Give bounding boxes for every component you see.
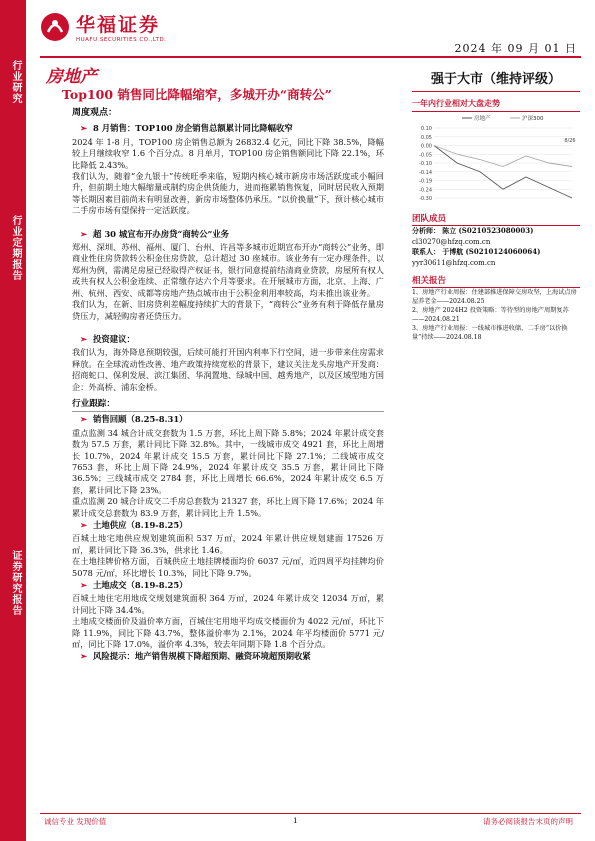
contact-role: 联系人：	[412, 247, 440, 256]
y-tick-label: -0.30	[419, 196, 432, 202]
logo-name-cn: 华福证券	[76, 14, 161, 36]
analyst-info	[412, 226, 580, 237]
paragraph: 百城土地住宅用地成交规划建筑面积 364 万㎡，2024 年累计成交 12034 万㎡，累计同比下降 34.4%。	[72, 593, 384, 615]
paragraph: 我们认为，随着“金九银十”传统旺季来临，短期内核心城市新房市场活跃度或小幅回升，但前期土地大幅缩量或制约房企供货能力，进而拖累销售恢复，同时居民收入预期等长期因素目前尚未有明显改善，新房市场整体仍承压。“以价换量”下，预计核心城市二手房市场有望保持一定活跃度。	[72, 171, 384, 216]
risk-warning	[72, 651, 384, 662]
arrow-icon: ➢	[80, 333, 88, 344]
paragraph: 我们认为，在新、旧房贷利差幅度持续扩大的背景下，“商转公”业务有利于降低存量房贷压力，减轻购房者还贷压力。	[72, 299, 384, 321]
right-column	[412, 60, 580, 342]
footer-divider	[40, 813, 581, 814]
y-tick-label: -0.19	[419, 178, 432, 185]
section-heading: 投资建议：	[93, 333, 135, 344]
legend-label: 房地产	[474, 116, 491, 122]
tracking-sales-review	[72, 414, 384, 519]
logo-mark-icon	[40, 12, 70, 42]
report-date: 2024 年 09 月 01 日	[454, 42, 577, 55]
section-loan-transfer	[72, 229, 384, 322]
y-tick-label: -0.05	[419, 152, 432, 159]
report-title: Top100 销售同比降幅缩窄，多城开办“商转公”	[62, 87, 332, 102]
analyst-name: 陈立	[442, 226, 457, 235]
related-report-item[interactable]: 1、房地产行业周报：住建部推进保障交房攻坚，上海试点房屋养老金——2024.08.25	[412, 289, 577, 305]
sidebar-label-periodic-report: 行业定期报告	[10, 215, 21, 281]
footer-disclaimer: 请务必阅读报告末页的声明	[483, 817, 573, 826]
analyst-role: 分析师：	[412, 226, 440, 235]
section-heading: 超 30 城宣布开办房贷“商转公”业务	[93, 228, 230, 239]
tracking-land-transaction	[72, 580, 384, 650]
team-heading: 团队成员	[412, 212, 580, 226]
logo-name-en: HUAFU SECURITIES CO.,LTD.	[76, 37, 167, 43]
section-heading: 土地供应（8.19-8.25）	[93, 520, 188, 530]
tracking-land-supply	[72, 520, 384, 579]
industry-name: 房地产	[46, 67, 97, 87]
related-report-item[interactable]: 3、房地产行业周报：一线城市推进收储，二手房“以价换量”持续——2024.08.18	[412, 325, 568, 341]
company-logo	[40, 10, 166, 43]
arrow-icon: ➢	[80, 520, 88, 530]
paragraph: 郑州、深圳、苏州、福州、厦门、台州、许昌等多城市近期宣布开办“商转公”业务，即商业性住房贷款转公积金住房贷款，总计超过 30 座城市。该业务有一定办理条件，以郑州为例，需满足房屋已经取得产权证书，银行同意提前结清商业贷款，房屋所有权人或共有权人公积金连续、正常缴存达六个月等要求。在开展城市方面，北京、上海、广州、杭州、西安、成都等房地产热点城市由于公积金利用率较高，均未推出该业务。	[72, 242, 384, 298]
industry-rating: 强于大市（维持评级）	[412, 64, 580, 92]
paragraph: 百城土地宅地供应规划建筑面积 537 万㎡，2024 年累计供应规划建面 17526 万㎡，累计同比下降 36.3%，供求比 1.46。	[72, 533, 384, 555]
section-sales	[72, 123, 384, 216]
contact-cert: (S0210124060064)	[465, 247, 541, 256]
section-heading: 8 月销售：TOP100 房企销售总额累计同比降幅收窄	[93, 123, 293, 134]
header-divider	[40, 56, 581, 58]
sidebar	[0, 0, 26, 841]
paragraph: 重点监测 34 城合计成交套数为 1.5 万套，环比上周下降 5.8%；2024 年累计成交套数为 57.5 万套，累计同比下降 32.8%。其中，一线城市成交 4921 套，环比上周增长 10.7%，2024 年累计成交 15.5 万套，累计同比下降 27.1%；二线城市成交 7653 套，环比上周下降 24.9%，2024 年累计成交 35.5 万套，累计同比下降 36.5%；三线城市成交 2784 套，环比上周增长 66.6%，2024 年累计成交 6.5 万套，累计同比下降 23%。	[72, 427, 384, 495]
paragraph: 土地成交楼面价及溢价率方面，百城住宅用地平均成交楼面价为 4022 元/㎡，环比下降 11.9%，同比下降 43.7%，整体溢价率为 2.1%，2024 年平均楼面价 5771 元/㎡，同比下降 17.0%，溢价率 4.3%，较去年同期下降 1.8 个百分点。	[72, 616, 384, 650]
paragraph: 2024 年 1-8 月，TOP100 房企销售总额为 26832.4 亿元，同比下降 38.5%，降幅较上月继续收窄 1.6 个百分点。8 月单月，TOP100 房企销售额同比下降 22.1%，环比降低 2.43%。	[72, 136, 384, 170]
arrow-icon: ➢	[80, 123, 88, 134]
related-reports-heading: 相关报告	[412, 274, 580, 288]
contact-info	[412, 247, 580, 258]
x-tick-label: 8/26	[564, 138, 576, 144]
arrow-icon: ➢	[80, 580, 88, 591]
sidebar-label-securities-report: 证券研究报告	[10, 550, 21, 616]
chart-title: 一年内行业相对大盘走势	[412, 98, 580, 112]
arrow-icon: ➢	[80, 228, 88, 239]
contact-name: 于博航	[442, 247, 464, 256]
series-line-1	[434, 146, 572, 167]
y-tick-label: -0.24	[419, 187, 432, 194]
main-content	[72, 108, 384, 665]
tracking-heading: 行业跟踪：	[72, 399, 384, 412]
section-heading: 销售回顾（8.25-8.31）	[93, 414, 188, 425]
section-heading: 风险提示：地产销售规模下降超预期、融资环境超预期收紧	[93, 651, 311, 662]
paragraph: 我们认为，海外降息预期较强，后续可能打开国内利率下行空间，进一步带来住房需求释放。在全球流动性改善、地产政策持续宽松的背景下，建议关注龙头房地产开发商：招商蛇口、保利发展、滨江集团、华润置地、绿城中国、越秀地产，以及区域型地方国企：外高桥、浦东金桥。	[72, 347, 384, 392]
y-tick-label: -0.10	[419, 161, 432, 167]
footer-slogan: 诚信专业 发现价值	[44, 817, 107, 826]
contact-email[interactable]: yyr30611@hfzq.com.cn	[412, 258, 496, 267]
section-heading: 土地成交（8.19-8.25）	[93, 580, 188, 591]
y-tick-label: 0.00	[420, 143, 432, 150]
y-tick-label: -0.14	[419, 169, 432, 176]
analyst-cert: (S0210523080003)	[458, 226, 534, 235]
y-tick-label: 0.05	[420, 134, 432, 141]
arrow-icon: ➢	[80, 651, 88, 662]
legend-label: 沪深300	[522, 116, 544, 122]
relative-performance-chart	[412, 112, 580, 204]
analyst-email[interactable]: cl30270@hfzq.com.cn	[412, 237, 491, 246]
related-report-item[interactable]: 2、房地产 2024H2 投资策略：等待型的房地产周期复苏——2024.08.21	[412, 307, 569, 323]
sidebar-label-industry-research: 行业研究	[10, 60, 21, 104]
section-investment-advice	[72, 334, 384, 393]
paragraph: 在土地挂牌价格方面，百城供应土地挂牌楼面均价 6037 元/㎡，近四周平均挂牌均价 5078 元/㎡，环比增长 10.3%，同比下降 9.7%。	[72, 556, 384, 578]
paragraph: 重点监测 20 城合计成交二手房总套数为 21327 套，环比上周下降 17.6%；2024 年累计成交总套数为 83.9 万套，累计同比上升 1.5%。	[72, 496, 384, 518]
page-number: 1	[293, 816, 298, 825]
arrow-icon: ➢	[80, 414, 88, 425]
y-tick-label: 0.10	[420, 126, 432, 132]
week-view-heading: 周度观点：	[72, 108, 118, 118]
